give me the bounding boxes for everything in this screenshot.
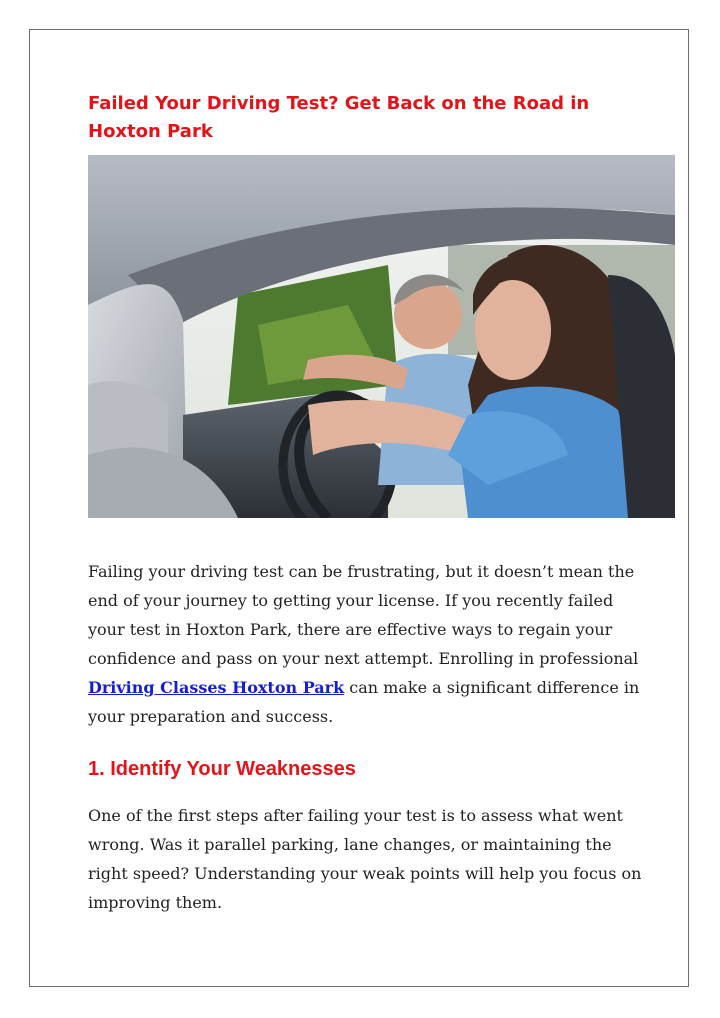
document-page: [29, 29, 689, 987]
driving-lesson-illustration: [88, 155, 675, 518]
section-heading-identify-weaknesses: 1. Identify Your Weaknesses: [88, 758, 356, 780]
intro-paragraph: [88, 557, 648, 731]
document-title: Failed Your Driving Test? Get Back on the Road in Hoxton Park: [88, 93, 590, 142]
intro-text-before-link: Failing your driving test can be frustrating, but it doesn’t mean the end of your journey to getting your license. If you recently failed your test in Hoxton Park, there are effective ways to regain your confidence and pass on your next attempt. Enrolling in professional: [88, 562, 639, 668]
driving-lesson-photo: [88, 155, 675, 518]
intro-text-after-link: can make a significant difference in your preparation and success.: [88, 678, 640, 726]
driving-classes-link[interactable]: Driving Classes Hoxton Park: [88, 678, 345, 697]
section-paragraph-identify-weaknesses: One of the first steps after failing your test is to assess what went wrong. Was it parallel parking, lane changes, or maintaining the right speed? Understanding your weak points will help you focus on improving them.: [88, 806, 642, 912]
